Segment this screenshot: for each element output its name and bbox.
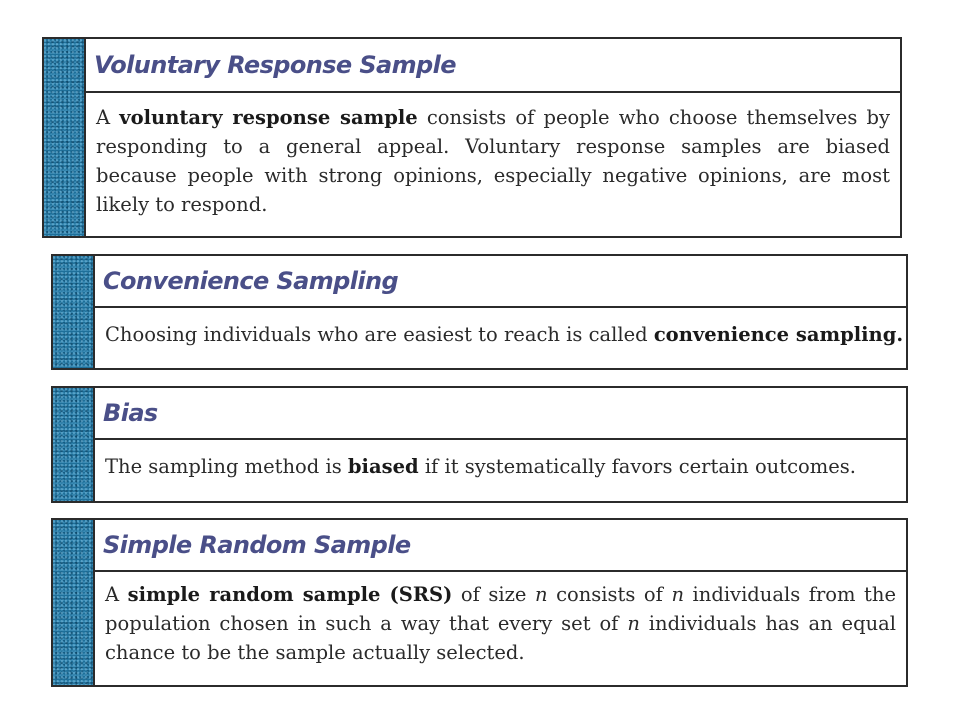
defined-term: voluntary response sample (119, 106, 418, 129)
body-text: consists of (547, 583, 672, 606)
definition-body (86, 93, 900, 219)
body-text: Choosing individuals who are easiest to reach is called (105, 323, 654, 346)
definition-body (95, 440, 906, 481)
body-text: The sampling method is (105, 455, 348, 478)
definition-box-voluntary-response-sample (42, 37, 902, 238)
definition-title: Voluntary Response Sample (86, 39, 900, 93)
definition-box-convenience-sampling (51, 254, 908, 370)
body-text: individuals from the population chosen in such a way that every set of (105, 583, 896, 635)
defined-term: biased (347, 455, 419, 478)
definition-title: Bias (95, 388, 906, 440)
definition-content (95, 256, 906, 368)
defined-term: simple random sample (SRS) (127, 583, 453, 606)
definition-box-bias (51, 386, 908, 503)
definition-box-simple-random-sample (51, 518, 908, 687)
definition-title: Simple Random Sample (95, 520, 906, 572)
defined-term: convenience sampling. (653, 323, 904, 346)
accent-bar (53, 520, 95, 685)
variable-n: n (671, 583, 684, 606)
definition-content (95, 388, 906, 501)
body-text: if it systematically favors certain outcomes. (418, 455, 856, 478)
definition-content (86, 39, 900, 236)
body-text: A (96, 106, 120, 129)
accent-bar (53, 388, 95, 501)
body-text: consists of people who choose themselves by responding to a general appeal. Voluntary response samples are biased because people with strong opinions, especially negative opinions, are most likely to respond. (96, 106, 891, 216)
variable-n: n (627, 612, 640, 635)
body-text: individuals has an equal chance to be the sample actually selected. (105, 612, 896, 664)
definition-title: Convenience Sampling (95, 256, 906, 308)
body-text: A (105, 583, 128, 606)
accent-bar (53, 256, 95, 368)
definition-body (95, 572, 906, 667)
definition-content (95, 520, 906, 685)
accent-bar (44, 39, 86, 236)
body-text: of size (452, 583, 535, 606)
variable-n: n (534, 583, 548, 606)
definition-body (95, 308, 906, 349)
